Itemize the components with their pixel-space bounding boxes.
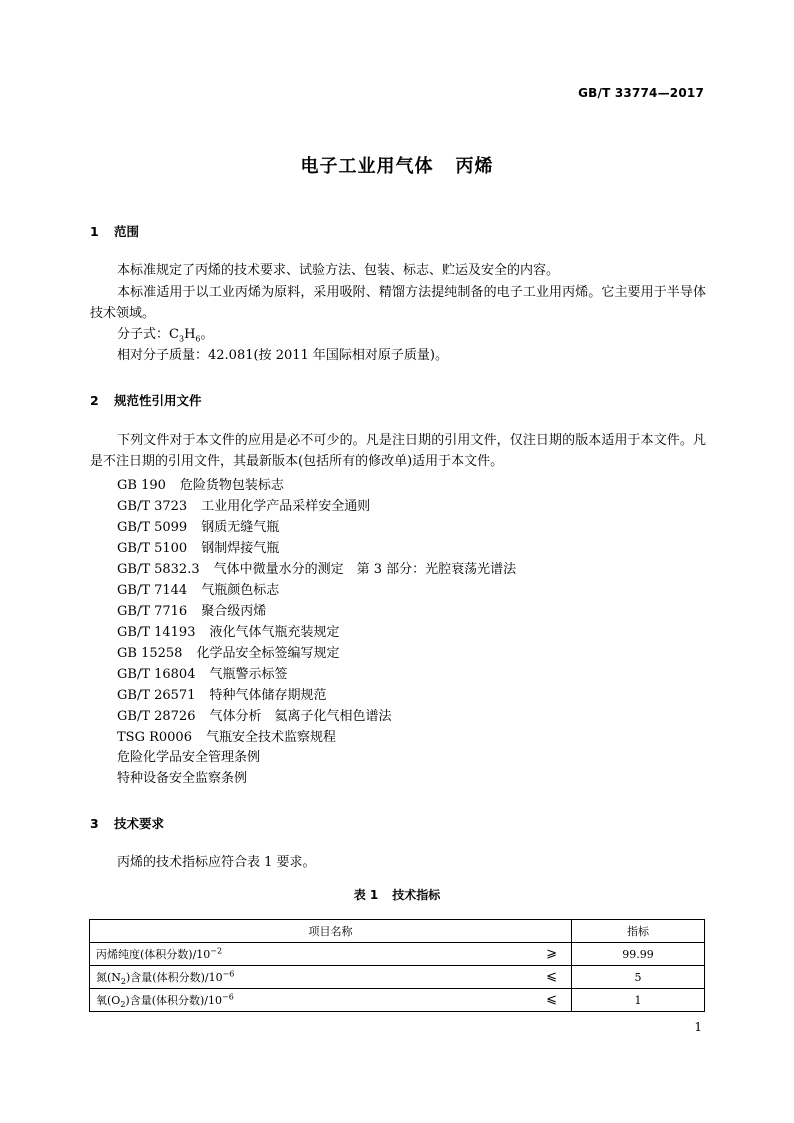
section-number: 3	[90, 816, 99, 831]
section-number: 2	[90, 393, 99, 408]
reference-title: 气瓶颜色标志	[201, 583, 280, 598]
title-part2: 丙烯	[455, 156, 494, 177]
section-heading-references	[90, 391, 202, 409]
reference-item	[117, 685, 327, 706]
reference-item	[117, 643, 339, 664]
reference-title: 工业用化学产品采样安全通则	[201, 499, 371, 514]
page-title	[0, 152, 794, 178]
reference-code: GB/T 7716	[117, 604, 188, 619]
regulation-item: 特种设备安全监察条例	[117, 771, 248, 786]
reference-item	[117, 706, 392, 727]
reference-item	[117, 559, 516, 580]
reference-title: 钢制焊接气瓶	[201, 541, 280, 556]
comparison-symbol: ⩾	[546, 946, 557, 961]
scope-paragraph-1: 本标准规定了丙烯的技术要求、试验方法、包装、标志、贮运及安全的内容。	[117, 263, 560, 278]
reference-item	[117, 727, 336, 748]
reference-code: GB/T 7144	[117, 583, 188, 598]
reference-title: 危险货物包装标志	[179, 478, 284, 493]
reference-code: TSG R0006	[117, 730, 192, 745]
section-title: 范围	[114, 224, 140, 239]
reference-code: GB/T 14193	[117, 625, 196, 640]
reference-title: 钢质无缝气瓶	[201, 520, 280, 535]
reference-title: 聚合级丙烯	[201, 604, 267, 619]
row-item-name: 氧$(O_2)$含量(体积分数)$/10^{-6}$ ⩽	[90, 989, 572, 1012]
reference-title: 气体分析 氦离子化气相色谱法	[209, 709, 392, 724]
reference-code: GB/T 16804	[117, 667, 196, 682]
reference-code: GB/T 5099	[117, 520, 188, 535]
reference-code: GB/T 3723	[117, 499, 188, 514]
molecular-mass: 相对分子质量：42.081(按 2011 年国际相对原子质量)。	[117, 348, 448, 363]
row-value: 5	[572, 966, 705, 989]
document-code: GB/T 33774—2017	[578, 86, 704, 100]
reference-item	[117, 664, 288, 685]
reference-item	[117, 538, 279, 559]
section-heading-scope	[90, 222, 139, 240]
section-heading-tech-requirements	[90, 814, 164, 832]
comparison-symbol: ⩽	[546, 992, 557, 1007]
table-header-row	[90, 920, 705, 943]
table-row	[90, 943, 705, 966]
reference-item	[117, 580, 279, 601]
reference-title: 化学品安全标签编写规定	[196, 646, 340, 661]
reference-code: GB/T 5100	[117, 541, 188, 556]
title-part1: 电子工业用气体	[300, 156, 434, 177]
row-value: 1	[572, 989, 705, 1012]
spec-table	[89, 919, 705, 1012]
column-header-item: 项目名称	[90, 920, 572, 943]
reference-code: GB/T 26571	[117, 688, 196, 703]
tech-paragraph: 丙烯的技术指标应符合表 1 要求。	[117, 855, 316, 870]
section-title: 技术要求	[114, 816, 165, 831]
section-title: 规范性引用文件	[114, 393, 202, 408]
page-number: 1	[694, 1020, 702, 1034]
reference-code: GB 190	[117, 478, 166, 493]
reference-code: GB/T 5832.3	[117, 562, 200, 577]
references-intro: 下列文件对于本文件的应用是必不可少的。凡是注日期的引用文件，仅注日期的版本适用于本文件。凡是不注日期的引用文件，其最新版本(包括所有的修改单)适用于本文件。	[90, 433, 706, 469]
reference-item	[117, 622, 340, 643]
scope-paragraph-2: 本标准适用于以工业丙烯为原料，采用吸附、精馏方法提纯制备的电子工业用丙烯。它主要用于半导体技术领域。	[90, 285, 706, 321]
reference-title: 气体中微量水分的测定 第 3 部分：光腔衰荡光谱法	[213, 562, 517, 577]
table-row	[90, 966, 705, 989]
reference-title: 特种气体储存期规范	[209, 688, 327, 703]
table-caption: 表 1 技术指标	[353, 888, 441, 902]
row-value: 99.99	[572, 943, 705, 966]
table-row	[90, 989, 705, 1012]
reference-code: GB 15258	[117, 646, 183, 661]
reference-code: GB/T 28726	[117, 709, 196, 724]
reference-title: 液化气体气瓶充装规定	[209, 625, 340, 640]
reference-title: 气瓶警示标签	[209, 667, 288, 682]
reference-title: 气瓶安全技术监察规程	[205, 730, 336, 745]
molecular-formula: 分子式：$C_3H_6$。	[117, 327, 214, 344]
row-item-name: 氮$(N_2)$含量(体积分数)$/10^{-6}$ ⩽	[90, 966, 572, 989]
section-number: 1	[90, 224, 99, 239]
comparison-symbol: ⩽	[546, 969, 557, 984]
reference-item	[117, 475, 284, 496]
column-header-value: 指标	[572, 920, 705, 943]
regulation-item: 危险化学品安全管理条例	[117, 750, 261, 765]
reference-item	[117, 496, 370, 517]
row-item-name: 丙烯纯度(体积分数)$/10^{-2}$ ⩾	[90, 943, 572, 966]
reference-item	[117, 517, 279, 538]
reference-item	[117, 601, 266, 622]
